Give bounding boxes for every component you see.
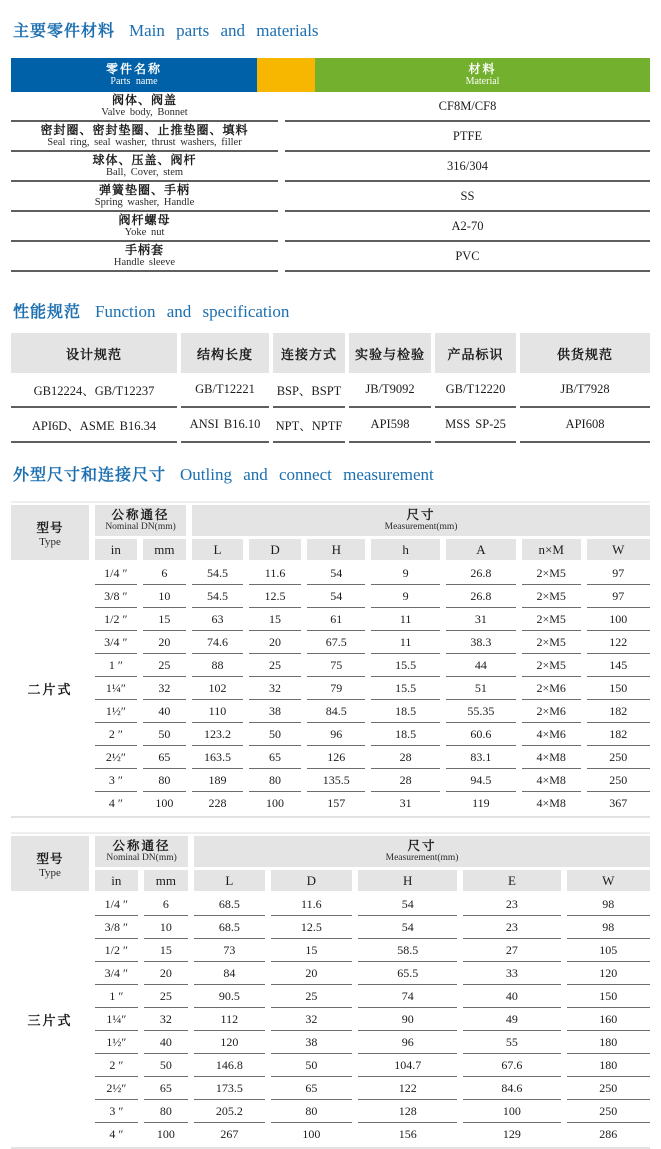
dim-cell: 54	[307, 562, 365, 585]
dim-cell: 20	[143, 631, 186, 654]
part-zh: 弹簧垫圈、手柄	[98, 183, 190, 197]
dim-cell: 84	[194, 962, 264, 985]
dim-cell: 68.5	[194, 893, 264, 916]
dim-cell: 11	[371, 631, 440, 654]
part-name-cell	[11, 122, 278, 152]
dim-cell: 12.5	[271, 916, 353, 939]
dim-cell: 50	[143, 723, 186, 746]
type-label: 三片式	[27, 1013, 73, 1028]
dim-cell: 9	[371, 562, 440, 585]
part-zh: 阀杆螺母	[118, 213, 171, 227]
dim-cell: 100	[266, 796, 285, 810]
dim-cell: 98	[567, 916, 650, 939]
part-zh: 密封圈、密封垫圈、止推垫圈、填料	[40, 123, 249, 137]
dim-cell: 150	[587, 677, 650, 700]
dimensions-table-two-piece	[11, 501, 650, 818]
dim-cell: 150	[567, 985, 650, 1008]
dim-cell: 54.5	[192, 562, 243, 585]
dim-cell: 122	[587, 631, 650, 654]
dim-cell: 12.5	[249, 585, 302, 608]
spec-cell: API598	[349, 408, 431, 443]
dim-cell: 180	[567, 1031, 650, 1054]
material-cell	[285, 242, 650, 272]
part-en: Valve body, Bonnet	[101, 107, 188, 118]
dim-cell: 1¼″	[95, 677, 137, 700]
dims-body	[11, 562, 650, 815]
dim-cell: 157	[327, 796, 346, 810]
dim-cell: 182	[587, 723, 650, 746]
dim-cell: 3/8 ″	[95, 916, 138, 939]
material-header-zh: 材料	[468, 62, 497, 76]
dim-cell: 67.6	[463, 1054, 560, 1077]
dim-cell: 23	[463, 893, 560, 916]
dim-cell: 2×M6	[522, 700, 581, 723]
part-zh: 球体、压盖、阀杆	[92, 153, 197, 167]
dim-cell: 129	[502, 1127, 521, 1141]
dim-cell: 40	[143, 700, 186, 723]
dim-cell: 80	[144, 1100, 188, 1123]
dim-cell: 26.8	[446, 562, 516, 585]
column-header: h	[371, 539, 440, 560]
material-header-en: Material	[465, 76, 500, 87]
nominal-dn-header-cell	[95, 836, 188, 867]
section3-title	[13, 460, 648, 487]
dim-cell: 15	[249, 608, 302, 631]
part-name-cell	[11, 212, 278, 242]
dim-cell: 98	[567, 893, 650, 916]
dim-cell: 1/2 ″	[95, 939, 138, 962]
dim-cell: 32	[143, 677, 186, 700]
dim-cell: 15	[144, 939, 188, 962]
dim-cell: 33	[463, 962, 560, 985]
materials-table-header	[11, 58, 650, 92]
dims-header-row-groups	[95, 505, 650, 536]
dim-cell: 3 ″	[95, 1100, 138, 1123]
dim-cell: 228	[208, 796, 227, 810]
dim-cell: 4×M8	[536, 796, 566, 810]
dimensions-table-three-piece	[11, 832, 650, 1149]
dim-cell: 102	[192, 677, 243, 700]
dim-cell: 1/2 ″	[95, 608, 137, 631]
dim-cell: 65	[271, 1077, 353, 1100]
dim-cell: 75	[307, 654, 365, 677]
dim-cell: 50	[271, 1054, 353, 1077]
type-header-cell	[11, 505, 89, 560]
dim-cell: 145	[587, 654, 650, 677]
dim-cell: 2½″	[95, 1077, 138, 1100]
material-value: PTFE	[452, 128, 483, 143]
dim-cell: 18.5	[371, 700, 440, 723]
part-zh: 手柄套	[124, 243, 164, 257]
nominal-dn-en: Nominal DN(mm)	[105, 522, 176, 532]
dim-cell: 367	[609, 796, 628, 810]
column-header: W	[567, 870, 650, 891]
column-header: n×M	[522, 539, 581, 560]
dim-cell: 163.5	[192, 746, 243, 769]
spec-header-cell: 设计规范	[11, 333, 177, 373]
dim-cell: 250	[587, 746, 650, 769]
dim-cell: 84.6	[463, 1077, 560, 1100]
dim-cell: 65	[249, 746, 302, 769]
dim-cell: 32	[144, 1008, 188, 1031]
dim-cell: 2×M5	[522, 608, 581, 631]
dim-cell: 4 ″	[108, 796, 123, 810]
dim-cell: 1½″	[95, 1031, 138, 1054]
type-header-zh: 型号	[36, 851, 64, 866]
measurement-en: Measurement(mm)	[385, 853, 459, 863]
dim-cell: 20	[249, 631, 302, 654]
dim-cell: 120	[567, 962, 650, 985]
dim-cell: 80	[271, 1100, 353, 1123]
dim-cell: 1¼″	[95, 1008, 138, 1031]
dim-cell: 3/4 ″	[95, 962, 138, 985]
dim-cell: 26.8	[446, 585, 516, 608]
column-header: A	[446, 539, 516, 560]
dim-cell: 110	[192, 700, 243, 723]
dim-cell: 2 ″	[95, 1054, 138, 1077]
dim-cell: 90.5	[194, 985, 264, 1008]
dims-body	[11, 893, 650, 1146]
material-value: 316/304	[447, 158, 488, 173]
dim-cell: 10	[144, 916, 188, 939]
dim-cell: 80	[249, 769, 302, 792]
dim-cell: 40	[463, 985, 560, 1008]
dim-cell: 189	[192, 769, 243, 792]
measurement-en: Measurement(mm)	[384, 522, 458, 532]
parts-name-header-cell	[11, 58, 257, 92]
materials-table	[11, 58, 650, 272]
dim-cell: 96	[358, 1031, 457, 1054]
dim-cell: 4×M6	[522, 723, 581, 746]
nominal-dn-en: Nominal DN(mm)	[106, 853, 177, 863]
part-en: Spring washer, Handle	[94, 197, 195, 208]
spec-cell: GB/T12221	[181, 373, 269, 408]
spec-cell: MSS SP-25	[435, 408, 516, 443]
dim-cell: 267	[220, 1127, 239, 1141]
dim-cell: 135.5	[307, 769, 365, 792]
dims-header-row-columns	[95, 870, 650, 891]
type-label: 二片式	[27, 682, 73, 697]
dim-cell: 4×M8	[522, 769, 581, 792]
dim-cell: 38	[249, 700, 302, 723]
dim-cell: 61	[307, 608, 365, 631]
dims-header	[11, 836, 650, 891]
dim-cell: 180	[567, 1054, 650, 1077]
dims-header-row-groups	[95, 836, 650, 867]
dim-cell: 100	[302, 1127, 321, 1141]
material-value: A2-70	[451, 218, 484, 233]
dim-cell: 2×M5	[522, 654, 581, 677]
dim-cell: 100	[587, 608, 650, 631]
spec-cell: API608	[520, 408, 650, 443]
dims-header	[11, 505, 650, 560]
dim-cell: 112	[194, 1008, 264, 1031]
section1-title	[13, 0, 648, 43]
dim-cell: 2½″	[95, 746, 137, 769]
dim-cell: 54.5	[192, 585, 243, 608]
dim-cell: 28	[371, 769, 440, 792]
column-header: H	[358, 870, 457, 891]
type-header-cell	[11, 836, 89, 891]
dim-cell: 15.5	[371, 677, 440, 700]
dim-cell: 31	[446, 608, 516, 631]
dim-cell: 97	[587, 585, 650, 608]
dim-cell: 25	[249, 654, 302, 677]
dim-cell: 105	[567, 939, 650, 962]
material-cell	[285, 122, 650, 152]
dim-cell: 2 ″	[95, 723, 137, 746]
dim-cell: 160	[567, 1008, 650, 1031]
dim-cell: 250	[567, 1100, 650, 1123]
material-value: CF8M/CF8	[438, 98, 497, 113]
spec-header-cell: 结构长度	[181, 333, 269, 373]
dim-cell: 1 ″	[95, 985, 138, 1008]
measurement-zh: 尺寸	[407, 839, 437, 853]
dim-cell: 3/8 ″	[95, 585, 137, 608]
dim-cell: 97	[587, 562, 650, 585]
section2-title	[13, 297, 648, 324]
dim-cell: 84.5	[307, 700, 365, 723]
spec-header-cell: 产品标识	[435, 333, 516, 373]
dim-cell: 250	[587, 769, 650, 792]
dim-cell: 38.3	[446, 631, 516, 654]
dim-cell: 67.5	[307, 631, 365, 654]
material-value: SS	[460, 188, 475, 203]
spec-table	[11, 333, 650, 443]
dim-cell: 25	[271, 985, 353, 1008]
nominal-dn-zh: 公称通径	[112, 839, 171, 853]
dim-cell: 65.5	[358, 962, 457, 985]
section1-title-zh: 主要零件材料	[13, 23, 116, 40]
dim-cell: 54	[307, 585, 365, 608]
dim-cell: 6	[144, 893, 188, 916]
dim-cell: 205.2	[194, 1100, 264, 1123]
dim-cell: 73	[194, 939, 264, 962]
dim-cell: 286	[599, 1127, 618, 1141]
column-header: in	[95, 870, 138, 891]
dim-cell: 27	[463, 939, 560, 962]
part-name-cell	[11, 92, 278, 122]
dim-cell: 2×M5	[522, 585, 581, 608]
dim-cell: 2×M5	[522, 562, 581, 585]
spec-cell: JB/T9092	[349, 373, 431, 408]
dim-cell: 173.5	[194, 1077, 264, 1100]
dim-cell: 6	[143, 562, 186, 585]
spec-header-cell: 供货规范	[520, 333, 650, 373]
dim-cell: 49	[463, 1008, 560, 1031]
material-cell	[285, 212, 650, 242]
dim-cell: 1/4 ″	[95, 893, 138, 916]
dim-cell: 58.5	[358, 939, 457, 962]
dim-cell: 146.8	[194, 1054, 264, 1077]
nominal-dn-zh: 公称通径	[111, 508, 170, 522]
dim-cell: 65	[143, 746, 186, 769]
dim-cell: 123.2	[192, 723, 243, 746]
column-header: mm	[143, 539, 186, 560]
dim-cell: 4×M8	[522, 746, 581, 769]
dim-cell: 10	[143, 585, 186, 608]
dim-cell: 2×M6	[522, 677, 581, 700]
material-cell	[285, 182, 650, 212]
column-header: W	[587, 539, 650, 560]
dim-cell: 182	[587, 700, 650, 723]
dim-cell: 50	[249, 723, 302, 746]
dim-cell: 100	[156, 1127, 175, 1141]
dim-cell: 32	[249, 677, 302, 700]
dim-cell: 60.6	[446, 723, 516, 746]
spec-header-cell: 连接方式	[273, 333, 345, 373]
dim-cell: 40	[144, 1031, 188, 1054]
dim-cell: 3/4 ″	[95, 631, 137, 654]
dim-cell: 9	[371, 585, 440, 608]
column-header: in	[95, 539, 137, 560]
column-header: D	[249, 539, 302, 560]
material-cell	[285, 92, 650, 122]
part-en: Handle sleeve	[113, 257, 176, 268]
spec-cell: NPT、NPTF	[273, 408, 345, 443]
dim-cell: 1/4 ″	[95, 562, 137, 585]
dim-cell: 3 ″	[95, 769, 137, 792]
dim-cell: 94.5	[446, 769, 516, 792]
spec-header-cell: 实验与检验	[349, 333, 431, 373]
dim-cell: 83.1	[446, 746, 516, 769]
measurement-header-cell	[194, 836, 650, 867]
parts-name-header-en: Parts name	[110, 76, 158, 87]
dim-cell: 90	[358, 1008, 457, 1031]
material-value: PVC	[455, 248, 480, 263]
spec-cell: JB/T7928	[520, 373, 650, 408]
dims-data-grid	[95, 893, 650, 1146]
dim-cell: 100	[463, 1100, 560, 1123]
dim-cell: 11.6	[271, 893, 353, 916]
dim-cell: 32	[271, 1008, 353, 1031]
part-name-cell	[11, 152, 278, 182]
dim-cell: 250	[567, 1077, 650, 1100]
dim-cell: 38	[271, 1031, 353, 1054]
type-header-zh: 型号	[36, 520, 64, 535]
dim-cell: 55	[463, 1031, 560, 1054]
dim-cell: 63	[192, 608, 243, 631]
dim-cell: 44	[446, 654, 516, 677]
type-header-en: Type	[39, 866, 61, 879]
column-header: D	[271, 870, 353, 891]
dims-data-grid	[95, 562, 650, 815]
dim-cell: 31	[399, 796, 412, 810]
header-orange-spacer	[257, 58, 315, 92]
table-row	[11, 242, 650, 272]
dim-cell: 55.35	[446, 700, 516, 723]
dim-cell: 126	[307, 746, 365, 769]
dim-cell: 96	[307, 723, 365, 746]
nominal-dn-header-cell	[95, 505, 186, 536]
dim-cell: 20	[271, 962, 353, 985]
section2-title-en: Function and specification	[95, 302, 290, 321]
spec-cell: GB12224、GB/T12237	[11, 373, 177, 408]
dim-cell: 25	[143, 654, 186, 677]
dim-cell: 122	[358, 1077, 457, 1100]
section2-title-zh: 性能规范	[13, 304, 82, 321]
part-en: Ball, Cover, stem	[105, 167, 184, 178]
dim-cell: 1½″	[95, 700, 137, 723]
column-header: E	[463, 870, 560, 891]
dim-cell: 79	[307, 677, 365, 700]
material-cell	[285, 152, 650, 182]
table-row	[11, 122, 650, 152]
section3-title-zh: 外型尺寸和连接尺寸	[13, 467, 167, 484]
column-header: H	[307, 539, 365, 560]
dim-cell: 15	[271, 939, 353, 962]
table-row	[11, 212, 650, 242]
part-name-cell	[11, 182, 278, 212]
dim-cell: 28	[371, 746, 440, 769]
dim-cell: 120	[194, 1031, 264, 1054]
part-en: Seal ring, seal washer, thrust washers, filler	[47, 137, 242, 148]
dim-cell: 156	[398, 1127, 417, 1141]
dim-cell: 2×M5	[522, 631, 581, 654]
dim-cell: 104.7	[358, 1054, 457, 1077]
table-row	[11, 152, 650, 182]
dim-cell: 18.5	[371, 723, 440, 746]
dim-cell: 54	[358, 893, 457, 916]
material-header-cell	[315, 58, 650, 92]
parts-name-header-zh: 零件名称	[105, 62, 162, 76]
dim-cell: 20	[144, 962, 188, 985]
table-row	[11, 182, 650, 212]
dims-header-row-columns	[95, 539, 650, 560]
column-header: L	[194, 870, 264, 891]
dim-cell: 50	[144, 1054, 188, 1077]
column-header: L	[192, 539, 243, 560]
dim-cell: 128	[358, 1100, 457, 1123]
type-header-en: Type	[39, 535, 61, 548]
measurement-header-cell	[192, 505, 650, 536]
dim-cell: 15	[143, 608, 186, 631]
dim-cell: 100	[155, 796, 174, 810]
spec-cell: GB/T12220	[435, 373, 516, 408]
dim-cell: 80	[143, 769, 186, 792]
section3-title-en: Outling and connect measurement	[180, 465, 434, 484]
part-name-cell	[11, 242, 278, 272]
dim-cell: 25	[144, 985, 188, 1008]
dim-cell: 4 ″	[109, 1127, 124, 1141]
measurement-zh: 尺寸	[406, 508, 436, 522]
dim-cell: 119	[472, 796, 490, 810]
spec-cell: BSP、BSPT	[273, 373, 345, 408]
dim-cell: 1 ″	[95, 654, 137, 677]
spec-cell: ANSI B16.10	[181, 408, 269, 443]
dim-cell: 65	[144, 1077, 188, 1100]
part-zh: 阀体、阀盖	[111, 93, 177, 107]
dim-cell: 23	[463, 916, 560, 939]
spec-cell: API6D、ASME B16.34	[11, 408, 177, 443]
dim-cell: 11.6	[249, 562, 302, 585]
dim-cell: 11	[371, 608, 440, 631]
dim-cell: 74.6	[192, 631, 243, 654]
dim-cell: 54	[358, 916, 457, 939]
dim-cell: 74	[358, 985, 457, 1008]
dim-cell: 51	[446, 677, 516, 700]
dim-cell: 88	[192, 654, 243, 677]
section1-title-en: Main parts and materials	[129, 21, 319, 40]
part-en: Yoke nut	[124, 227, 165, 238]
dim-cell: 15.5	[371, 654, 440, 677]
table-row	[11, 92, 650, 122]
column-header: mm	[144, 870, 188, 891]
dim-cell: 68.5	[194, 916, 264, 939]
